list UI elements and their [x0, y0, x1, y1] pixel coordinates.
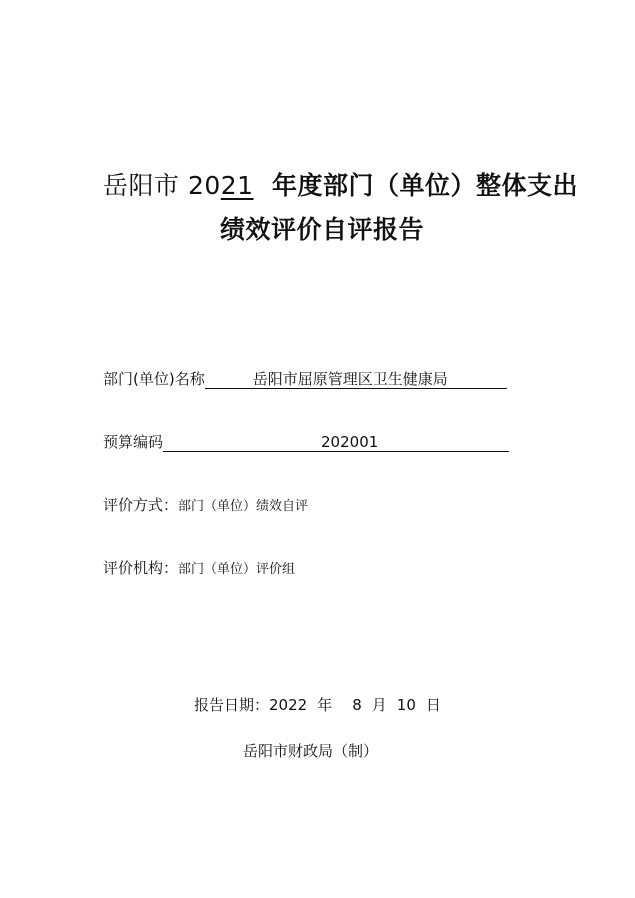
evaluation-method-value: 部门（单位）绩效自评 — [178, 499, 309, 514]
report-title-line-2: 绩效评价自评报告 — [220, 215, 425, 244]
report-date-day: 10 — [396, 696, 416, 714]
title-rest: 年度部门（单位）整体支出 — [253, 171, 578, 200]
report-date-month-unit: 月 — [371, 696, 387, 714]
report-title-line-1 — [103, 166, 578, 202]
report-date-month: 8 — [352, 696, 362, 714]
title-prefix: 岳阳市 20 — [103, 171, 221, 200]
report-date-year: 2022 — [269, 696, 308, 714]
budget-code-field — [103, 431, 509, 452]
evaluation-org-label: 评价机构： — [103, 559, 179, 577]
dept-name-label: 部门(单位)名称 — [103, 370, 205, 388]
report-date — [194, 694, 441, 715]
evaluation-org-value: 部门（单位）评价组 — [178, 562, 296, 577]
evaluation-org-field — [103, 557, 295, 578]
dept-name-field — [103, 368, 507, 389]
title-year-underlined: 21 — [220, 171, 254, 200]
evaluation-method-label: 评价方式： — [103, 496, 179, 514]
report-date-year-unit: 年 — [317, 696, 333, 714]
report-date-day-unit: 日 — [425, 696, 441, 714]
evaluation-method-field — [103, 494, 308, 515]
budget-code-label: 预算编码 — [103, 433, 164, 451]
budget-code-value: 202001 — [163, 433, 509, 452]
report-date-label: 报告日期： — [194, 696, 270, 714]
dept-name-value: 岳阳市屈原管理区卫生健康局 — [205, 370, 507, 389]
issuer: 岳阳市财政局（制） — [243, 742, 379, 760]
